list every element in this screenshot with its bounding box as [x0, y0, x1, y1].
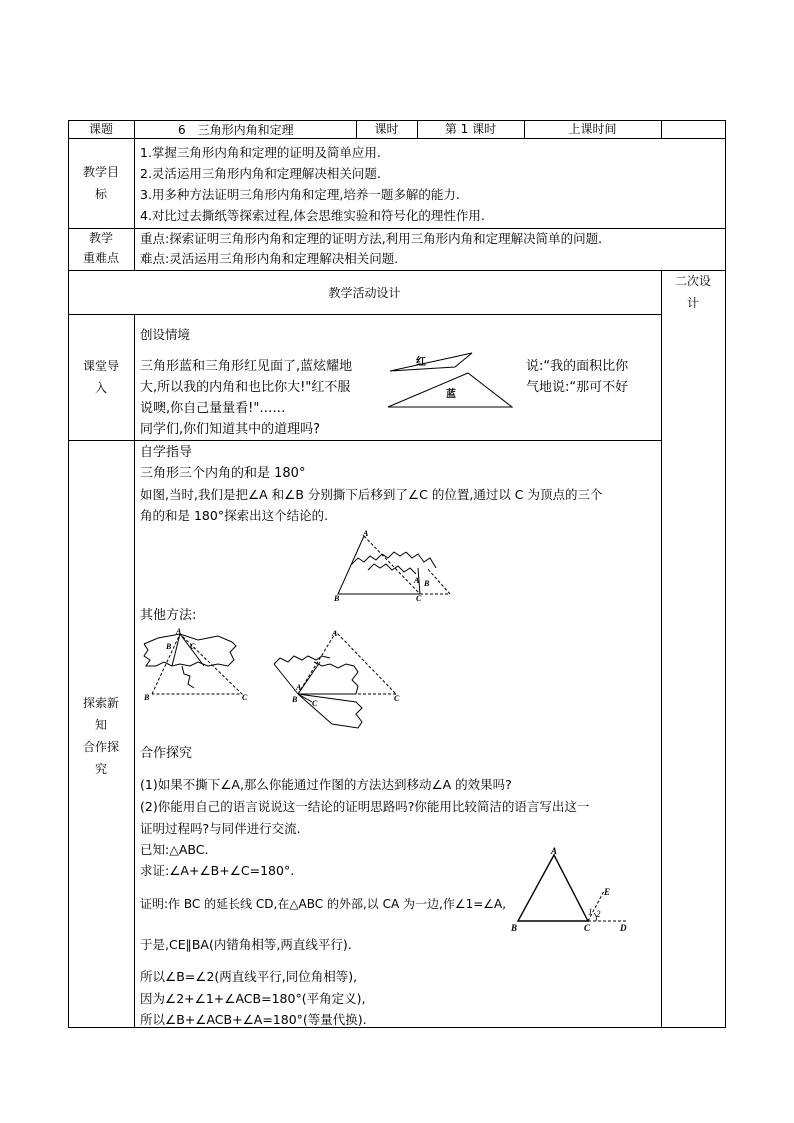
topic-value: 6 三角形内角和定理 — [178, 123, 294, 137]
desc-line: 如图,当时,我们是把∠A 和∠B 分别撕下后移到了∠C 的位置,通过以 C 为顶点的三个 — [140, 487, 603, 502]
explore-label-1: 探索新 — [82, 696, 119, 710]
key-point: 难点:灵活运用三角形内角和定理解决相关问题. — [140, 251, 399, 266]
tear-line — [144, 634, 232, 644]
explore-label-4: 究 — [94, 762, 107, 776]
proof-line-4: 因为∠2+∠1+∠ACB=180°(平角定义), — [140, 991, 366, 1006]
other-methods-heading: 其他方法: — [140, 608, 197, 623]
piece-edge — [274, 664, 298, 694]
question-1: (1)如果不撕下∠A,那么你能通过作图的方法达到移动∠A 的效果吗? — [140, 777, 512, 792]
label-C: C — [584, 923, 591, 933]
goal-item: 3.用多种方法证明三角形内角和定理,培养一题多解的能力. — [140, 187, 460, 202]
table-border — [725, 120, 726, 1028]
triangle-edge-dashed — [298, 632, 396, 694]
table-border — [68, 314, 661, 315]
goal-item: 4.对比过去撕纸等探索过程,体会思维实验和符号化的理性作用. — [140, 208, 485, 223]
proof-line-5: 所以∠B+∠ACB+∠A=180°(等量代换). — [140, 1012, 367, 1027]
intro-heading: 创设情境 — [140, 327, 191, 342]
intro-label-2: 入 — [94, 381, 107, 395]
label-C: C — [394, 694, 400, 703]
table-border — [661, 270, 662, 1028]
topic-label: 课题 — [88, 122, 113, 136]
piece-edge — [172, 634, 180, 666]
table-border — [661, 120, 662, 139]
desc-line: 角的和是 180°探索出这个结论的. — [140, 508, 329, 523]
intro-line: 三角形蓝和三角形红见面了,蓝炫耀地 — [140, 359, 353, 374]
label-A-moved: A — [414, 576, 420, 585]
label-A: A — [363, 529, 369, 538]
theorem-text: 三角形三个内角的和是 180° — [140, 466, 306, 481]
explore-label-2: 知 — [94, 718, 107, 732]
label-B-moved: B — [166, 642, 172, 651]
torn-angles-figure-3 — [268, 626, 408, 736]
second-design-label-2: 计 — [686, 296, 699, 310]
period-label: 课时 — [374, 122, 399, 136]
second-design-label-1: 二次设 — [674, 274, 711, 288]
label-1: 1 — [588, 907, 593, 917]
label-A: A — [332, 629, 338, 638]
label-B-moved: B — [424, 579, 430, 588]
tear-line — [406, 552, 436, 568]
table-border — [68, 270, 726, 271]
activity-design-title: 教学活动设计 — [328, 286, 401, 300]
self-study-heading: 自学指导 — [140, 445, 193, 460]
intro-label-1: 课堂导 — [82, 359, 119, 373]
label-2: 2 — [596, 909, 601, 919]
label-C-moved: C — [312, 699, 318, 708]
label-A-moved: A — [296, 683, 302, 692]
tear-line — [298, 662, 358, 694]
label-B: B — [334, 594, 340, 603]
intro-right-line: 气地说:“那可不好 — [526, 380, 629, 395]
torn-angles-figure-1 — [332, 528, 462, 604]
proof-line-1: 证明:作 BC 的延长线 CD,在△ABC 的外部,以 CA 为一边,作∠1=∠A, — [140, 897, 507, 911]
red-triangle-label: 红 — [416, 357, 426, 368]
class-time-label: 上课时间 — [568, 122, 617, 136]
intro-line: 同学们,你们知道其中的道理吗? — [140, 422, 321, 437]
keypoints-label-1: 教学 — [88, 231, 113, 245]
blue-triangle-label: 蓝 — [446, 389, 456, 400]
known-line: 已知:△ABC. — [140, 842, 209, 857]
label-C-moved: C — [190, 642, 196, 651]
period-value: 第 1 课时 — [444, 122, 497, 136]
intro-right-line: 说:“我的面积比你 — [526, 359, 629, 374]
label-A: A — [551, 846, 558, 856]
tear-line — [274, 656, 330, 664]
table-border — [661, 228, 726, 229]
proof-triangle-figure — [508, 845, 634, 935]
key-point: 重点:探索证明三角形内角和定理的证明方法,利用三角形内角和定理解决简单的问题. — [140, 231, 603, 246]
tear-line — [352, 552, 406, 564]
goal-item: 1.掌握三角形内角和定理的证明及简单应用. — [140, 145, 381, 160]
explore-label-3: 合作探 — [82, 740, 119, 754]
label-B: B — [511, 923, 518, 933]
triangle-edge — [338, 536, 420, 594]
label-C: C — [242, 693, 248, 702]
goal-item: 2.灵活运用三角形内角和定理解决相关问题. — [140, 166, 381, 181]
label-A: A — [176, 627, 182, 636]
red-triangle — [390, 353, 472, 371]
label-C: C — [416, 594, 422, 603]
label-D: D — [620, 923, 627, 933]
torn-angles-figure-2 — [138, 626, 250, 702]
tear-line — [182, 666, 194, 688]
proof-line-2: 于是,CE∥BA(内错角相等,两直线平行). — [140, 937, 352, 952]
table-border — [134, 120, 135, 271]
label-E: E — [604, 887, 611, 897]
coop-heading: 合作探究 — [140, 746, 193, 761]
table-border — [68, 440, 661, 441]
label-B: B — [144, 693, 150, 702]
keypoints-label-2: 重难点 — [82, 251, 119, 265]
intro-line: 大,所以我的内角和也比你大!"红不服 — [140, 380, 351, 395]
table-border — [134, 314, 135, 1028]
triangle-abc — [518, 855, 588, 921]
red-blue-triangles-figure — [380, 345, 520, 415]
question-2: (2)你能用自己的语言说说这一结论的证明思路吗?你能用比较简洁的语言写出这一 — [140, 799, 590, 814]
question-2-cont: 证明过程吗?与同伴进行交流. — [140, 821, 301, 836]
proof-line-3: 所以∠B=∠2(两直线平行,同位角相等), — [140, 969, 358, 984]
goals-label-2: 标 — [94, 187, 107, 201]
goals-label-1: 教学目 — [82, 165, 119, 179]
intro-line: 说噢,你自己量量看!"…… — [140, 401, 286, 416]
prove-line: 求证:∠A+∠B+∠C=180°. — [140, 863, 295, 878]
label-B: B — [292, 695, 298, 704]
